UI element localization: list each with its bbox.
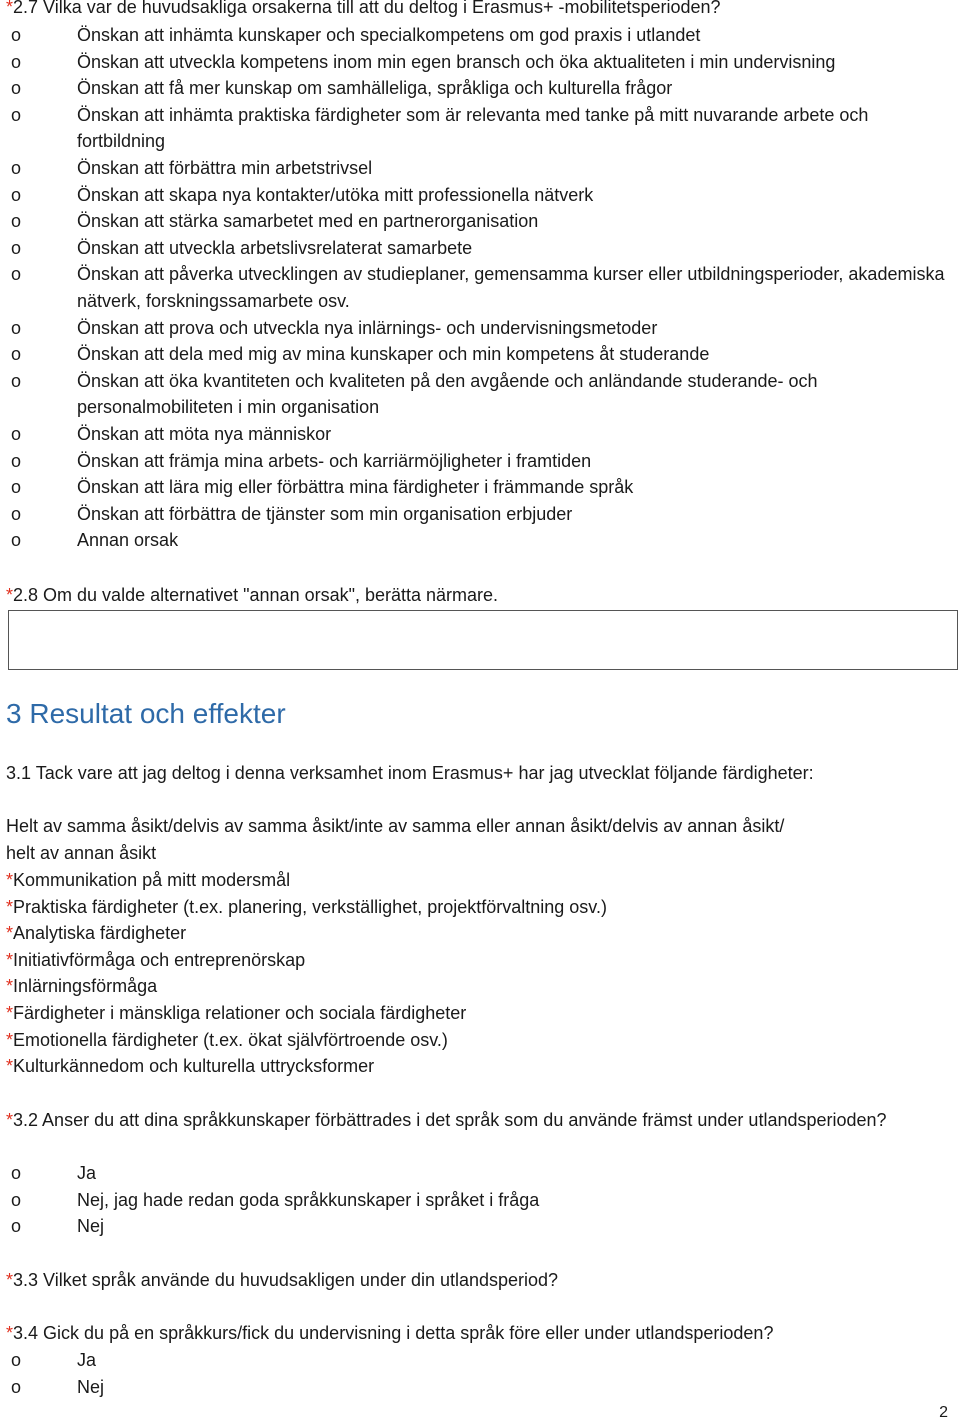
skill-label: Initiativförmåga och entreprenörskap — [13, 949, 306, 970]
radio-bullet-icon[interactable]: o — [11, 104, 22, 125]
option-item[interactable] — [6, 341, 951, 368]
question-text: 2.8 Om du valde alternativet "annan orsak", berätta närmare. — [13, 585, 499, 605]
radio-bullet-icon[interactable]: o — [11, 1376, 22, 1397]
skill-label: Inlärningsförmåga — [13, 976, 158, 997]
option-label: Nej — [77, 1216, 105, 1237]
option-label: Önskan att inhämta praktiska färdigheter som är relevanta med tanke på mitt nuvarande arbete och fortbildning — [77, 104, 869, 152]
option-item[interactable] — [6, 1213, 951, 1240]
option-item[interactable] — [6, 421, 951, 448]
option-label: Önskan att förbättra de tjänster som min organisation erbjuder — [77, 503, 573, 524]
radio-bullet-icon[interactable]: o — [11, 51, 22, 72]
radio-bullet-icon[interactable]: o — [11, 264, 22, 285]
option-item[interactable] — [6, 474, 951, 501]
radio-bullet-icon[interactable]: o — [11, 1163, 22, 1183]
option-label: Önskan att främja mina arbets- och karriärmöjligheter i framtiden — [77, 450, 592, 471]
skill-label: Analytiska färdigheter — [13, 923, 187, 944]
option-label: Önskan att utveckla kompetens inom min egen bransch och öka aktualiteten i min undervisning — [77, 51, 836, 72]
skill-item — [6, 947, 951, 974]
section-heading: 3 Resultat och effekter — [6, 698, 286, 729]
skill-label: Kommunikation på mitt modersmål — [13, 870, 291, 890]
radio-bullet-icon[interactable]: o — [11, 344, 22, 365]
option-label: Önskan att stärka samarbetet med en partnerorganisation — [77, 211, 539, 232]
question-text: 3.2 Anser du att dina språkkunskaper förbättrades i det språk som du använde främst under utlandsperioden? — [13, 1110, 887, 1130]
required-asterisk: * — [6, 1270, 14, 1290]
skill-item — [6, 920, 951, 947]
required-asterisk: * — [6, 870, 14, 890]
option-label: Annan orsak — [77, 530, 179, 551]
required-asterisk: * — [6, 585, 14, 605]
option-label: Önskan att få mer kunskap om samhälleliga, språkliga och kulturella frågor — [77, 78, 673, 99]
radio-bullet-icon[interactable]: o — [11, 78, 22, 99]
skill-item — [6, 1000, 951, 1027]
skill-label: Färdigheter i mänskliga relationer och sociala färdigheter — [13, 1002, 467, 1023]
option-label: Nej, jag hade redan goda språkkunskaper i språket i fråga — [77, 1189, 540, 1210]
skill-label: Emotionella färdigheter (t.ex. ökat självförtroende osv.) — [13, 1029, 448, 1050]
radio-bullet-icon[interactable]: o — [11, 237, 22, 258]
option-item[interactable] — [6, 49, 951, 76]
radio-bullet-icon[interactable]: o — [11, 370, 22, 391]
option-label: Önskan att lära mig eller förbättra mina färdigheter i främmande språk — [77, 477, 634, 498]
skill-item — [6, 973, 951, 1000]
other-reason-text-field[interactable] — [8, 610, 958, 670]
option-item[interactable] — [6, 368, 951, 421]
option-item[interactable] — [6, 1374, 951, 1401]
page-number: 2 — [939, 1404, 948, 1421]
radio-bullet-icon[interactable]: o — [11, 450, 22, 471]
option-label: Önskan att utveckla arbetslivsrelaterat samarbete — [77, 237, 473, 258]
required-asterisk: * — [6, 1110, 14, 1130]
radio-bullet-icon[interactable]: o — [11, 184, 22, 205]
required-asterisk: * — [6, 976, 14, 997]
skill-item — [6, 1053, 951, 1080]
option-label: Önskan att påverka utvecklingen av studieplaner, gemensamma kurser eller utbildningsperioder, akademiska nätverk, forskningssamarbete osv. — [77, 264, 945, 311]
option-item[interactable] — [6, 1347, 951, 1374]
required-asterisk: * — [6, 896, 14, 917]
scale-description: helt av annan åsikt — [6, 843, 157, 863]
required-asterisk: * — [6, 1056, 14, 1077]
options-list-3-4 — [6, 1347, 951, 1400]
radio-bullet-icon[interactable]: o — [11, 25, 22, 45]
option-label: Nej — [77, 1376, 105, 1397]
radio-bullet-icon[interactable]: o — [11, 503, 22, 524]
radio-bullet-icon[interactable]: o — [11, 317, 22, 338]
option-item[interactable] — [6, 235, 951, 262]
required-asterisk: * — [6, 949, 14, 970]
required-asterisk: * — [6, 923, 14, 944]
option-item[interactable] — [6, 315, 951, 342]
options-list-2-7 — [6, 22, 951, 554]
option-label: Önskan att prova och utveckla nya inlärnings- och undervisningsmetoder — [77, 317, 658, 338]
radio-bullet-icon[interactable]: o — [11, 477, 22, 498]
option-item[interactable] — [6, 75, 951, 102]
option-item[interactable] — [6, 155, 951, 182]
option-label: Önskan att skapa nya kontakter/utöka mitt professionella nätverk — [77, 184, 594, 205]
radio-bullet-icon[interactable]: o — [11, 157, 22, 178]
option-item[interactable] — [6, 22, 951, 49]
option-label: Önskan att möta nya människor — [77, 423, 332, 444]
radio-bullet-icon[interactable]: o — [11, 530, 22, 551]
question-3-2 — [6, 1107, 951, 1134]
skill-label: Praktiska färdigheter (t.ex. planering, verkställighet, projektförvaltning osv.) — [13, 896, 607, 917]
option-label: Önskan att öka kvantiteten och kvaliteten på den avgående och anländande studerande- och personalmobiliteten i min organisation — [77, 370, 818, 418]
option-label: Ja — [77, 1350, 97, 1370]
option-label: Önskan att förbättra min arbetstrivsel — [77, 157, 373, 178]
option-item[interactable] — [6, 527, 951, 554]
option-item[interactable] — [6, 261, 951, 314]
required-asterisk: * — [6, 0, 14, 17]
radio-bullet-icon[interactable]: o — [11, 423, 22, 444]
skill-item — [6, 867, 951, 894]
radio-bullet-icon[interactable]: o — [11, 211, 22, 232]
question-3-3 — [6, 1267, 951, 1294]
option-item[interactable] — [6, 1160, 951, 1187]
option-label: Önskan att inhämta kunskaper och specialkompetens om god praxis i utlandet — [77, 25, 701, 45]
radio-bullet-icon[interactable]: o — [11, 1350, 22, 1370]
radio-bullet-icon[interactable]: o — [11, 1216, 22, 1237]
question-text: 3.3 Vilket språk använde du huvudsakligen under din utlandsperiod? — [13, 1270, 559, 1290]
option-item[interactable] — [6, 448, 951, 475]
question-3-1: 3.1 Tack vare att jag deltog i denna verksamhet inom Erasmus+ har jag utvecklat följande färdigheter: — [6, 763, 814, 783]
option-item[interactable] — [6, 182, 951, 209]
option-label: Önskan att dela med mig av mina kunskaper och min kompetens åt studerande — [77, 344, 710, 365]
option-item[interactable] — [6, 102, 951, 155]
option-item[interactable] — [6, 501, 951, 528]
question-text: 2.7 Vilka var de huvudsakliga orsakerna till att du deltog i Erasmus+ -mobilitetsperioden? — [13, 0, 721, 17]
options-list-3-2 — [6, 1160, 951, 1240]
required-asterisk: * — [6, 1029, 14, 1050]
skill-label: Kulturkännedom och kulturella uttrycksformer — [13, 1056, 375, 1077]
question-2-8 — [6, 582, 951, 609]
question-2-7 — [6, 0, 951, 21]
option-item[interactable] — [6, 1187, 951, 1214]
question-text: 3.4 Gick du på en språkkurs/fick du undervisning i detta språk före eller under utlandsperioden? — [13, 1323, 774, 1343]
skill-item — [6, 894, 951, 921]
option-label: Ja — [77, 1163, 97, 1183]
required-asterisk: * — [6, 1323, 14, 1343]
scale-description: Helt av samma åsikt/delvis av samma åsikt/inte av samma eller annan åsikt/delvis av annan åsikt/ — [6, 816, 785, 836]
question-3-4 — [6, 1320, 951, 1347]
radio-bullet-icon[interactable]: o — [11, 1189, 22, 1210]
option-item[interactable] — [6, 208, 951, 235]
skill-item — [6, 1027, 951, 1054]
required-asterisk: * — [6, 1002, 14, 1023]
skills-list — [6, 867, 951, 1080]
